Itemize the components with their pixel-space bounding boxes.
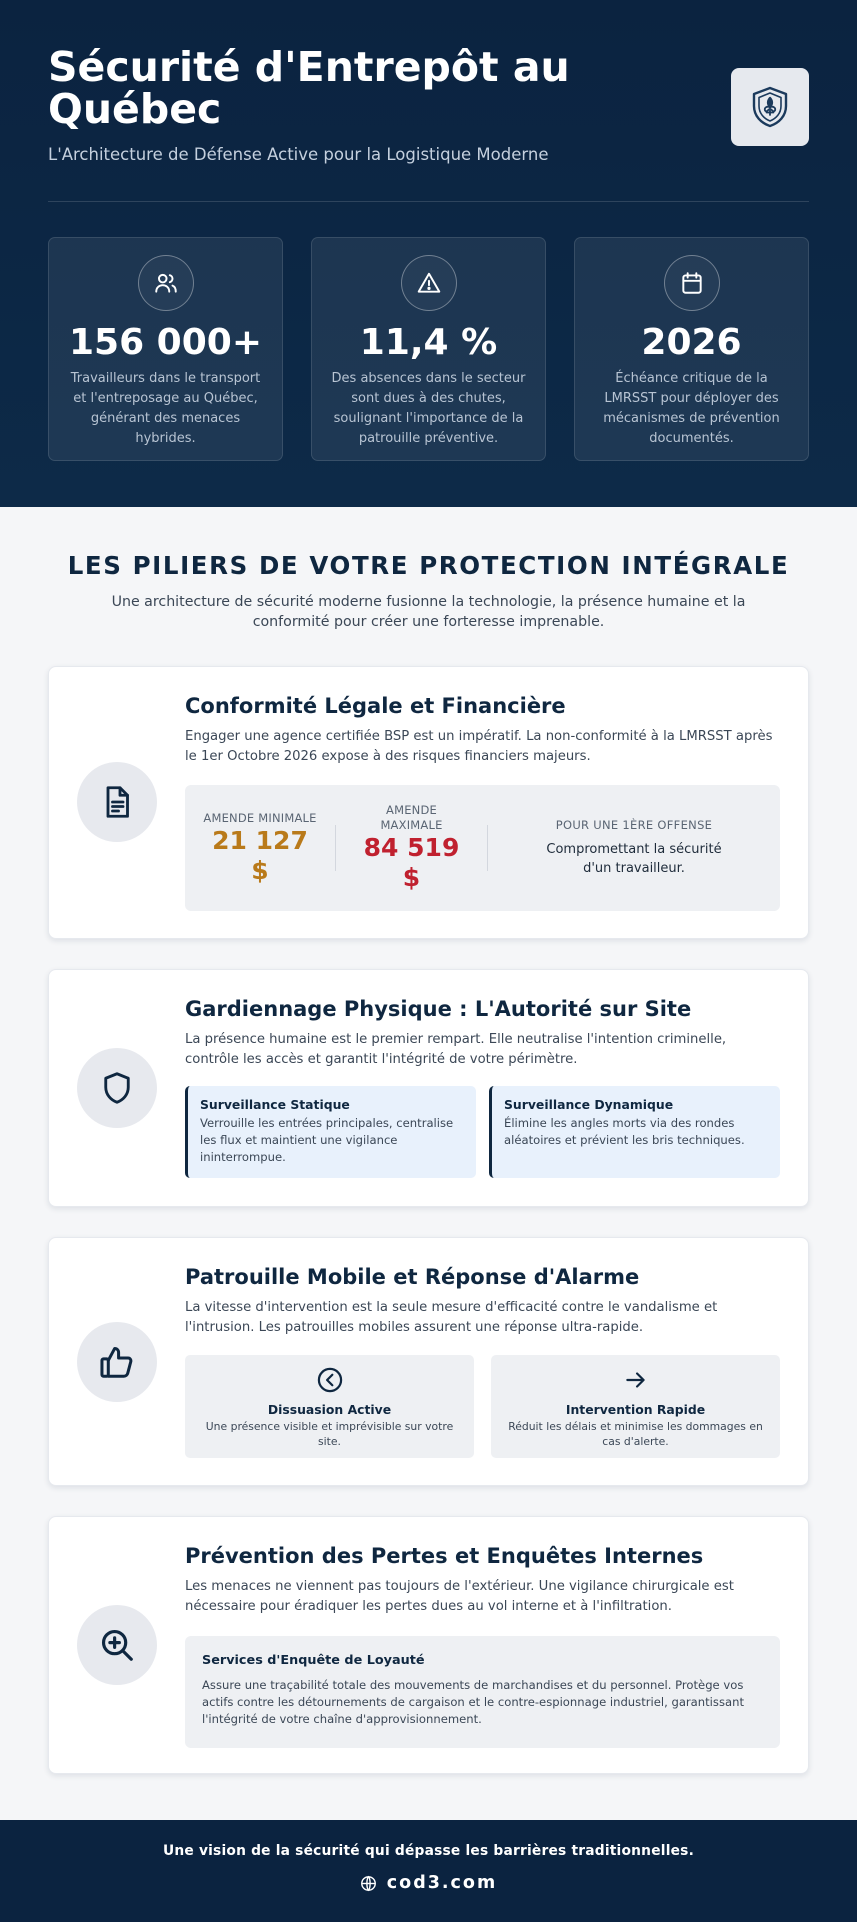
footer [0, 1820, 857, 1922]
page-subtitle: L'Architecture de Défense Active pour la Logistique Moderne [48, 145, 549, 164]
fine-maximum [336, 803, 487, 893]
card-text: Les menaces ne viennent pas toujours de l'extérieur. Une vigilance chirurgicale est nécessaire pour éradiquer les pertes dues au vol interne et à l'infiltration. [185, 1579, 734, 1614]
stat-card-falls [311, 237, 546, 461]
stat-description: Travailleurs dans le transport et l'entreposage au Québec, générant des menaces hybrides. [70, 371, 261, 446]
fine-amount: 21 127 $ [212, 825, 308, 885]
stat-card-workers [48, 237, 283, 461]
static-surveillance-box [185, 1086, 476, 1178]
globe-icon [360, 1875, 377, 1892]
pillars-section [0, 507, 857, 1774]
surveillance-text: Élimine les angles morts via des rondes aléatoires et prévient les bris techniques. [504, 1116, 745, 1147]
thumbs-up-icon [77, 1322, 157, 1402]
hero-divider [48, 201, 809, 202]
search-plus-icon [77, 1605, 157, 1685]
chevron-left-circle-icon [185, 1365, 474, 1395]
card-body [185, 996, 780, 1178]
fine-note [488, 818, 780, 878]
fine-note-title: POUR UNE 1ÈRE OFFENSE [555, 818, 713, 832]
patrol-text: Réduit les délais et minimise les dommages en cas d'alerte. [508, 1420, 763, 1448]
stat-card-deadline [574, 237, 809, 461]
patrol-row [185, 1355, 780, 1458]
page-title: Sécurité d'Entrepôt au Québec [48, 43, 570, 133]
card-title: Patrouille Mobile et Réponse d'Alarme [185, 1265, 640, 1289]
surveillance-title: Surveillance Statique [200, 1097, 350, 1112]
footer-tagline: Une vision de la sécurité qui dépasse les barrières traditionnelles. [162, 1843, 695, 1859]
card-body [185, 1264, 780, 1458]
card-text: La vitesse d'intervention est la seule mesure d'efficacité contre le vandalisme et l'intrusion. Les patrouilles mobiles assurent une réponse ultra-rapide. [185, 1300, 718, 1335]
card-text: Engager une agence certifiée BSP est un impératif. La non-conformité à la LMRSST après le 1er Octobre 2026 expose à des risques financiers majeurs. [185, 729, 773, 764]
loss-prevention-card [48, 1516, 809, 1774]
arrow-right-icon [491, 1365, 780, 1395]
dynamic-surveillance-box [489, 1086, 780, 1178]
document-icon [77, 762, 157, 842]
users-icon [138, 255, 194, 311]
fine-note-text: Compromettant la sécurité d'un travailleur. [546, 842, 722, 876]
card-body [185, 693, 780, 911]
patrol-card [48, 1237, 809, 1486]
fines-panel [185, 785, 780, 911]
shield-icon [77, 1048, 157, 1128]
rapid-response-box [491, 1355, 780, 1458]
warning-icon [401, 255, 457, 311]
surveillance-row [185, 1086, 780, 1178]
section-title: LES PILIERS DE VOTRE PROTECTION INTÉGRALE [67, 551, 790, 580]
investigation-box [185, 1636, 780, 1748]
guarding-card [48, 969, 809, 1207]
card-text: La présence humaine est le premier rempart. Elle neutralise l'intention criminelle, contrôle les accès et garantit l'intégrité de votre périmètre. [185, 1032, 727, 1067]
card-title: Gardiennage Physique : L'Autorité sur Site [185, 997, 692, 1021]
stat-value: 11,4 % [359, 322, 498, 363]
calendar-icon [664, 255, 720, 311]
stat-description: Des absences dans le secteur sont dues à des chutes, soulignant l'importance de la patrouille préventive. [331, 371, 526, 446]
section-subtitle: Une architecture de sécurité moderne fusionne la technologie, la présence humaine et la conformité pour créer une forteresse imprenable. [111, 594, 746, 630]
surveillance-title: Surveillance Dynamique [504, 1097, 674, 1112]
footer-brand-text[interactable]: cod3.com [386, 1873, 498, 1893]
footer-brand-link[interactable] [0, 1873, 857, 1893]
patrol-title: Intervention Rapide [565, 1402, 706, 1417]
stat-description: Échéance critique de la LMRSST pour déployer des mécanismes de prévention documentés. [603, 371, 780, 446]
fine-minimum [185, 811, 335, 886]
fine-label: AMENDE MAXIMALE [380, 803, 443, 832]
deterrence-box [185, 1355, 474, 1458]
shield-fleur-de-lis-icon [731, 68, 809, 146]
investigation-title: Services d'Enquête de Loyauté [202, 1653, 425, 1668]
card-body [185, 1543, 780, 1748]
surveillance-text: Verrouille les entrées principales, centralise les flux et maintient une vigilance ininterrompue. [200, 1116, 454, 1164]
patrol-text: Une présence visible et imprévisible sur votre site. [205, 1420, 454, 1448]
stats-row [48, 237, 809, 461]
investigation-text: Assure une traçabilité totale des mouvements de marchandises et du personnel. Protège vos actifs contre les détournements de cargaison et le contre-espionnage industriel, garantissant l'intégrité de votre chaîne d'approvisionnement. [202, 1678, 744, 1726]
stat-value: 156 000+ [69, 322, 262, 363]
hero-section [0, 0, 857, 507]
stat-value: 2026 [641, 322, 742, 363]
patrol-title: Dissuasion Active [267, 1402, 392, 1417]
fine-amount: 84 519 $ [363, 833, 460, 892]
card-title: Conformité Légale et Financière [185, 694, 566, 718]
card-title: Prévention des Pertes et Enquêtes Internes [185, 1544, 704, 1568]
fine-label: AMENDE MINIMALE [203, 810, 317, 825]
compliance-card [48, 666, 809, 939]
